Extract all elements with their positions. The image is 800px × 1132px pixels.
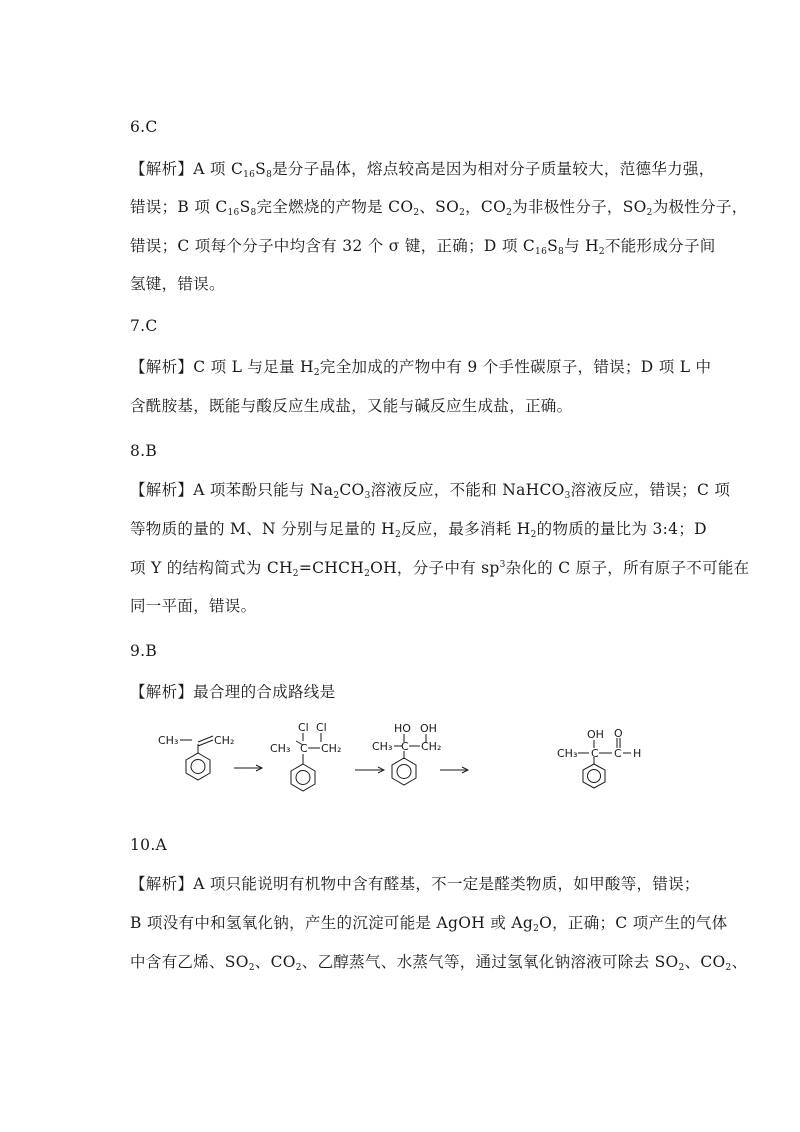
subscript: 2 [248, 963, 255, 973]
methyl-label: CH₃ [372, 740, 393, 753]
subscript: 3 [364, 491, 371, 501]
oxygen-label: O [614, 727, 623, 740]
subscript: 2 [725, 963, 732, 973]
product-molecule [578, 738, 631, 788]
question-8-analysis-line: 项 Y 的结构简式为 $CH_2=CHCH_2OH$，分子中有 $sp^3$杂化的 C 原子，所有原子不可能在 [130, 559, 750, 579]
subscript: 2 [313, 368, 320, 378]
question-7-analysis-line: 【解析】C 项 L 与足量 $H_2$完全加成的产物中有 9 个手性碳原子，错误；D 项 L 中 [130, 358, 712, 378]
methylene-label: CH₂ [321, 742, 342, 755]
hydroxyl-label: OH [587, 728, 604, 741]
question-10-analysis-line: 【解析】A 项只能说明有机物中含有醛基，不一定是醛类物质，如甲酸等，错误； [130, 875, 700, 893]
question-8-analysis-line: 等物质的量的 M、N 分别与足量的 $H_2$反应，最多消耗 $H_2$的物质的量比为 3:4；D [130, 520, 707, 540]
subscript: 16 [227, 208, 240, 218]
question-10-answer: 10.A [130, 836, 168, 854]
hydroxyl-label: OH [420, 722, 437, 735]
subscript: 8 [558, 247, 565, 257]
subscript: 3 [564, 491, 571, 501]
question-6-answer: 6.C [130, 118, 158, 136]
subscript: 2 [394, 530, 401, 540]
chloro-label: Cl [316, 721, 327, 734]
subscript: 2 [459, 208, 466, 218]
subscript: 2 [646, 208, 653, 218]
carbon-label: C [591, 747, 599, 760]
question-9-analysis-line: 【解析】最合理的合成路线是 [130, 683, 336, 701]
subscript: 8 [266, 170, 273, 180]
subscript: 2 [533, 924, 540, 934]
question-6-analysis-line: 错误；B 项 $C_{16}S_8$完全燃烧的产物是 $CO_2$、$SO_2$，$CO_2$为非极性分子，$SO_2$为极性分子， [130, 198, 748, 218]
question-10-analysis-line: B 项没有中和氢氧化钠，产生的沉淀可能是 AgOH 或 $Ag_2O$，正确；C 项产生的气体 [130, 914, 728, 934]
superscript: 3 [499, 560, 506, 570]
methyl-label: CH₃ [557, 747, 578, 760]
methyl-label: CH₃ [270, 742, 291, 755]
question-8-analysis-line: 同一平面，错误。 [130, 597, 257, 615]
question-6-analysis-line: 【解析】A 项 $C_{16}S_8$是分子晶体，熔点较高是因为相对分子质量较大，范德华力强， [130, 160, 715, 180]
carbon-label: C [614, 747, 622, 760]
question-9-answer: 9.B [130, 642, 158, 660]
methylene-label: CH₂ [214, 734, 235, 747]
question-7-analysis-line: 含酰胺基，既能与酸反应生成盐，又能与碱反应生成盐，正确。 [130, 397, 573, 415]
subscript: 2 [295, 963, 302, 973]
hydrogen-label: H [633, 747, 642, 760]
subscript: 2 [678, 963, 685, 973]
chloro-label: Cl [298, 721, 309, 734]
question-8-analysis-line: 【解析】A 项苯酚只能与 $Na_2CO_3$溶液反应，不能和 NaHCO$_3$溶液反应，错误；C 项 [130, 481, 731, 501]
question-7-answer: 7.C [130, 317, 158, 335]
reactant-molecule [180, 736, 213, 780]
subscript: 2 [530, 530, 537, 540]
carbon-label: C [401, 740, 409, 753]
subscript: 8 [250, 208, 257, 218]
question-10-analysis-line: 中含有乙烯、$SO_2$、$CO_2$、乙醇蒸气、水蒸气等，通过氢氧化钠溶液可除去 $SO_2$、$CO_2$、 [130, 953, 748, 973]
subscript: 2 [413, 208, 420, 218]
methyl-label: CH₃ [158, 734, 179, 747]
carbon-label: C [300, 742, 308, 755]
subscript: 2 [364, 569, 371, 579]
subscript: 2 [506, 208, 513, 218]
methylene-label: CH₂ [421, 740, 442, 753]
subscript: 2 [333, 491, 340, 501]
question-8-answer: 8.B [130, 442, 158, 460]
subscript: 2 [292, 569, 299, 579]
hydroxyl-label: HO [394, 722, 411, 735]
question-6-analysis-line: 氢键，错误。 [130, 275, 225, 293]
subscript: 2 [598, 247, 605, 257]
question-6-analysis-line: 错误；C 项每个分子中均含有 32 个 σ 键，正确；D 项 $C_{16}S_8$与 $H_2$不能形成分子间 [130, 237, 716, 257]
subscript: 16 [535, 247, 548, 257]
subscript: 16 [243, 170, 256, 180]
